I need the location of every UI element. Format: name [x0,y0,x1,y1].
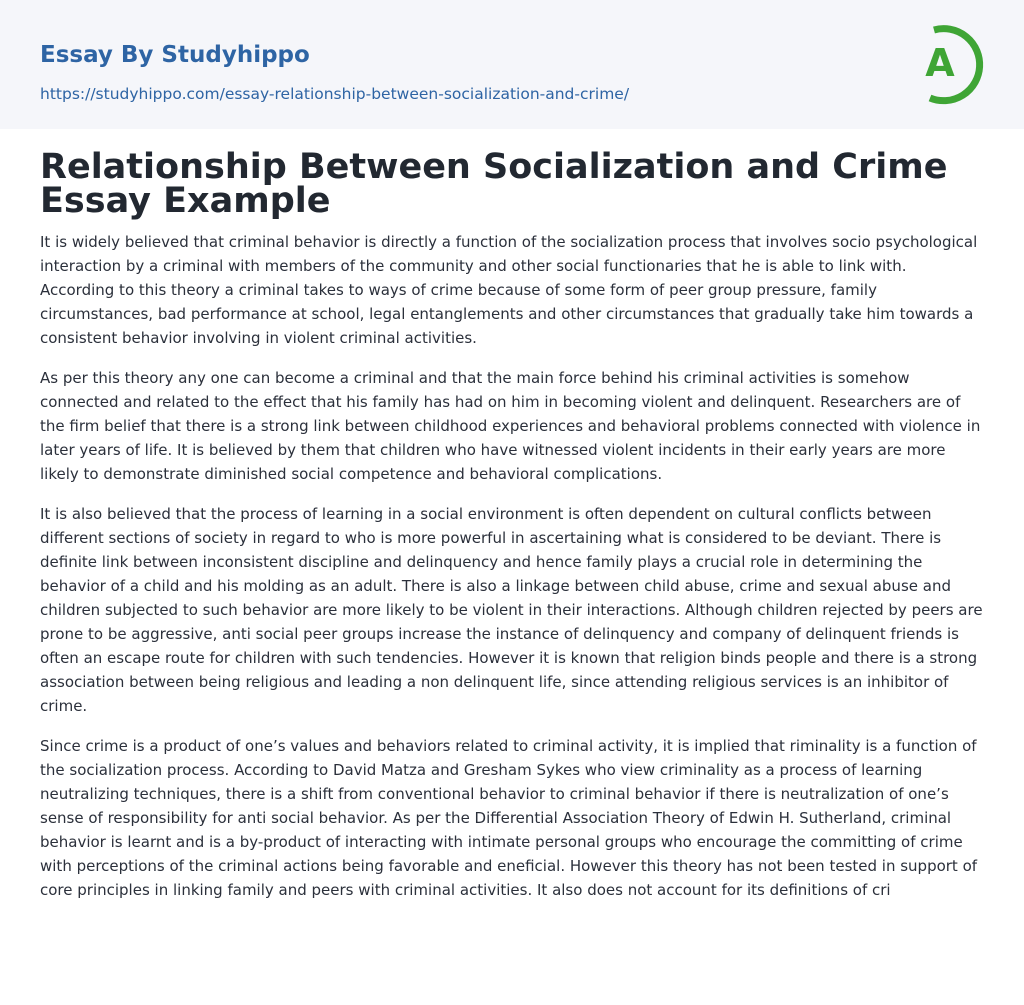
page-title: Relationship Between Socialization and Crime Essay Example [40,147,948,221]
article-url-link[interactable]: https://studyhippo.com/essay-relationship-between-socialization-and-crime/ [40,85,630,103]
paragraph-3: It is also believed that the process of learning in a social environment is often dependent on cultural conflicts between different sections of society in regard to who is more powerful in ascertaining what is considered to be deviant. There is definite link between inconsistent discipline and delinquency and hence family plays a crucial role in determining the behavior of a child and his molding as an adult. There is also a linkage between child abuse, crime and sexual abuse and children subjected to such behavior are more likely to be violent in their interactions. Although children rejected by peers are prone to be aggressive, anti social peer groups increase the instance of delinquency and company of delinquent friends is often an escape route for children with such tendencies. However it is known that religion binds people and there is a strong association between being religious and leading a non delinquent life, since attending religious services is an inhibitor of crime. [40,505,983,715]
paragraph-2: As per this theory any one can become a criminal and that the main force behind his criminal activities is somehow connected and related to the effect that his family has had on him in becoming violent and delinquent. Researchers are of the firm belief that there is a strong link between childhood experiences and behavioral problems connected with violence in later years of life. It is believed by them that children who have witnessed violent incidents in their early years are more likely to demonstrate diminished social competence and behavioral complications. [40,369,981,483]
paragraph-1: It is widely believed that criminal behavior is directly a function of the socialization process that involves socio psychological interaction by a criminal with members of the community and other social functionaries that he is able to link with. According to this theory a criminal takes to ways of crime because of some form of peer group pressure, family circumstances, bad performance at school, legal entanglements and other circumstances that gradually take him towards a consistent behavior involving in violent criminal activities. [40,233,978,347]
logo-letter: A [925,41,955,85]
site-brand[interactable]: Essay By Studyhippo [40,42,310,68]
paragraph-4: Since crime is a product of one’s values and behaviors related to criminal activity, it is implied that riminality is a function of the socialization process. According to David Matza and Gresham Sykes who view criminality as a process of learning neutralizing techniques, there is a shift from conventional behavior to criminal behavior if there is neutralization of one’s sense of responsibility for anti social behavior. As per the Differential Association Theory of Edwin H. Sutherland, criminal behavior is learnt and is a by-product of interacting with intimate personal groups who encourage the committing of crime with perceptions of the criminal actions being favorable and eneficial. However this theory has not been tested in support of core principles in linking family and peers with criminal activities. It also does not account for its definitions of cri [40,737,978,899]
article-body [40,230,984,918]
